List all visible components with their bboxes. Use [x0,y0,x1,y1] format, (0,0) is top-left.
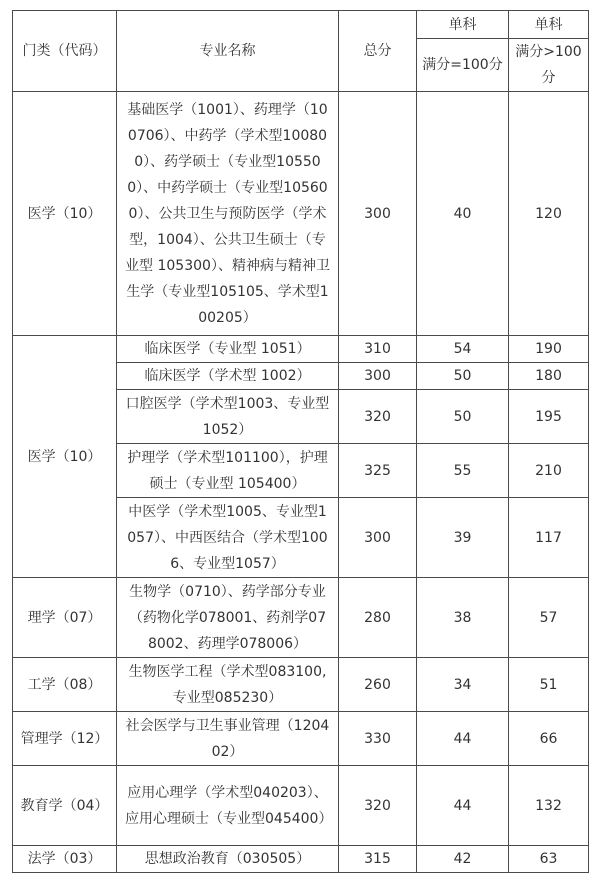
table-row [13,658,589,712]
total-score-cell: 320 [339,766,417,846]
subheader-full-over-100: 满分>100分 [509,39,589,92]
major-cell: 生物学（0710）、药学部分专业（药物化学078001、药剂学078002、药理学078006） [117,578,339,658]
total-score-cell: 300 [339,92,417,336]
single-score-100-cell: 50 [417,363,509,390]
major-cell: 基础医学（1001）、药理学（100706）、中药学（学术型100800）、药学硕士（专业型105500）、中药学硕士（专业型105600）、公共卫生与预防医学（学术型，1004）、公共卫生硕士（专业型 105300）、精神病与精神卫生学（专业型105105、学术型100205） [117,92,339,336]
major-cell: 生物医学工程（学术型083100,专业型085230） [117,658,339,712]
category-cell: 医学（10） [13,92,117,336]
header-total: 总分 [339,11,417,92]
header-major: 专业名称 [117,11,339,92]
table-row [13,336,589,363]
total-score-cell: 315 [339,846,417,873]
category-cell: 工学（08） [13,658,117,712]
table-row [13,712,589,766]
single-score-over-100-cell: 66 [509,712,589,766]
single-score-100-cell: 40 [417,92,509,336]
single-score-over-100-cell: 210 [509,444,589,498]
table-row [13,578,589,658]
category-cell: 教育学（04） [13,766,117,846]
table-row [13,766,589,846]
header-single-b: 单科 [509,11,589,39]
single-score-100-cell: 39 [417,498,509,578]
total-score-cell: 280 [339,578,417,658]
single-score-100-cell: 44 [417,712,509,766]
major-cell: 中医学（学术型1005、专业型1057）、中西医结合（学术型1006、专业型1057） [117,498,339,578]
single-score-100-cell: 44 [417,766,509,846]
header-category: 门类（代码） [13,11,117,92]
table-row [13,92,589,336]
single-score-over-100-cell: 51 [509,658,589,712]
single-score-over-100-cell: 180 [509,363,589,390]
single-score-over-100-cell: 63 [509,846,589,873]
single-score-100-cell: 42 [417,846,509,873]
single-score-over-100-cell: 190 [509,336,589,363]
single-score-over-100-cell: 132 [509,766,589,846]
major-cell: 应用心理学（学术型040203）、应用心理硕士（专业型045400） [117,766,339,846]
major-cell: 临床医学（学术型 1002） [117,363,339,390]
header-row [13,11,589,39]
score-table [12,10,589,873]
total-score-cell: 300 [339,498,417,578]
single-score-100-cell: 34 [417,658,509,712]
major-cell: 临床医学（专业型 1051） [117,336,339,363]
single-score-100-cell: 55 [417,444,509,498]
total-score-cell: 330 [339,712,417,766]
single-score-100-cell: 54 [417,336,509,363]
score-table-container [12,10,589,873]
category-cell: 管理学（12） [13,712,117,766]
total-score-cell: 320 [339,390,417,444]
table-row [13,846,589,873]
major-cell: 社会医学与卫生事业管理（120402） [117,712,339,766]
total-score-cell: 310 [339,336,417,363]
major-cell: 护理学（学术型101100），护理硕士（专业型 105400） [117,444,339,498]
total-score-cell: 260 [339,658,417,712]
single-score-over-100-cell: 195 [509,390,589,444]
major-cell: 口腔医学（学术型1003、专业型1052） [117,390,339,444]
category-cell: 法学（03） [13,846,117,873]
category-cell: 医学（10） [13,336,117,578]
total-score-cell: 325 [339,444,417,498]
single-score-100-cell: 50 [417,390,509,444]
major-cell: 思想政治教育（030505） [117,846,339,873]
single-score-100-cell: 38 [417,578,509,658]
total-score-cell: 300 [339,363,417,390]
single-score-over-100-cell: 120 [509,92,589,336]
category-cell: 理学（07） [13,578,117,658]
subheader-full-100: 满分=100分 [417,39,509,92]
single-score-over-100-cell: 57 [509,578,589,658]
single-score-over-100-cell: 117 [509,498,589,578]
header-single-a: 单科 [417,11,509,39]
